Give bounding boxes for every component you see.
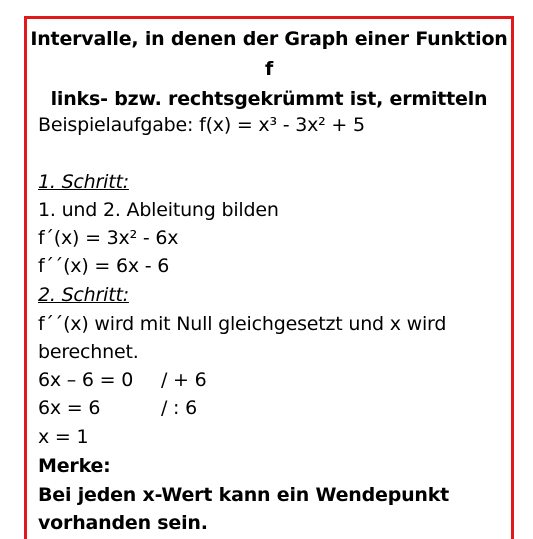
equation-2-operation: / : 6 [161,397,197,419]
step-2-text-line-2: berechnet. [38,341,139,363]
equation-2-left: 6x = 6 [38,397,101,419]
note-line-2: vorhanden sein. [38,512,208,534]
second-derivative: f´´(x) = 6x - 6 [38,255,170,277]
first-derivative: f´(x) = 3x² - 6x [38,227,179,249]
equation-1-operation: / + 6 [161,369,207,391]
document-title [24,24,514,114]
step-2-heading: 2. Schritt: [38,284,129,306]
title-line-1: Intervalle, in denen der Graph einer Funktion f [30,28,508,80]
title-line-2: links- bzw. rechtsgekrümmt ist, ermitteln [50,88,488,110]
equation-1-left: 6x – 6 = 0 [38,369,134,391]
step-1-heading: 1. Schritt: [38,171,129,193]
result: x = 1 [38,426,89,448]
note-heading: Merke: [38,455,111,477]
step-1-text: 1. und 2. Ableitung bilden [38,199,279,221]
equation-1 [38,366,207,394]
equation-2 [38,394,197,422]
step-2-text-line-1: f´´(x) wird mit Null gleichgesetzt und x wird [38,313,447,335]
example-task: Beispielaufgabe: f(x) = x³ - 3x² + 5 [38,114,365,136]
note-line-1: Bei jeden x-Wert kann ein Wendepunkt [38,484,450,506]
